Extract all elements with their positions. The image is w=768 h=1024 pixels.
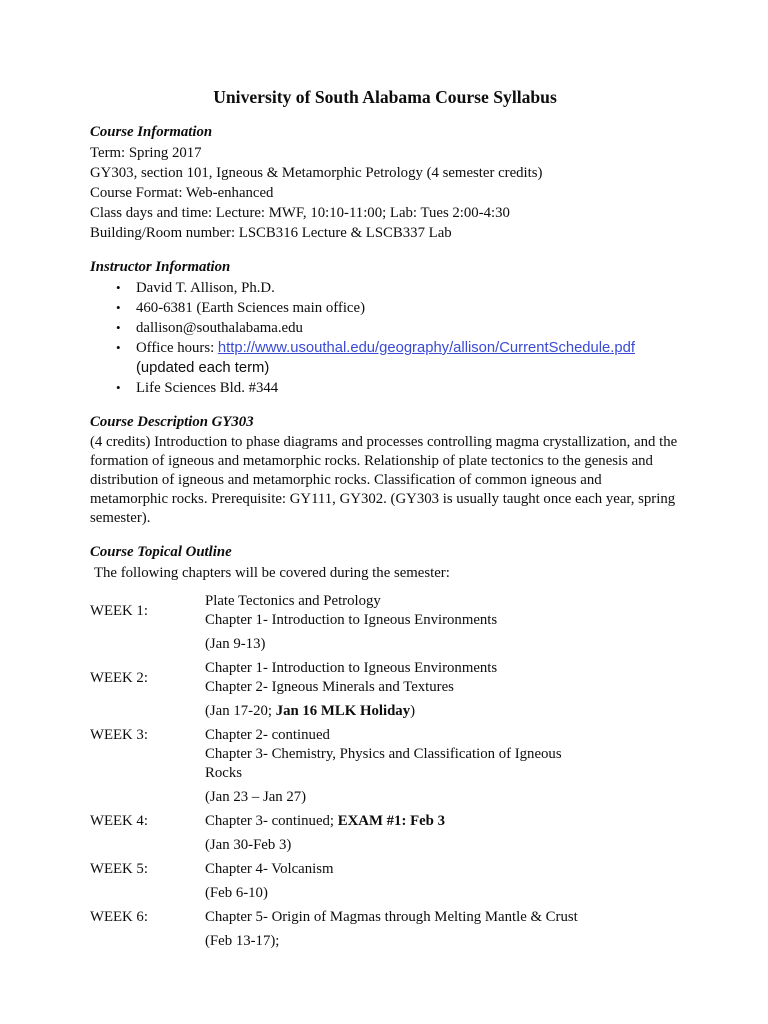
instructor-information-section [90,278,680,398]
week-topics [205,860,585,879]
week-date [205,635,680,654]
instructor-information-heading: Instructor Information [90,259,231,275]
text-segment: Chapter 1- Introduction to Igneous Environments [205,612,498,628]
bullet-text [136,318,680,338]
week-date [205,702,680,721]
text-segment: Office hours: [136,340,218,356]
text-segment: ) [410,703,416,719]
text-segment: Jan 16 MLK Holiday [275,703,411,719]
week-topic-line [205,908,585,927]
week-topics [205,726,585,783]
text-segment: dallison@southalabama.edu [136,320,303,336]
bullet-icon: • [116,380,121,395]
week-date [205,836,680,855]
bullet-text [136,298,680,318]
week-block [90,659,680,721]
week-row [90,860,680,879]
week-label: WEEK 2: [90,669,148,686]
week-topic-line [205,611,585,630]
text-segment: Plate Tectonics and Petrology [205,593,381,609]
week-topic-line [205,860,585,879]
week-label: WEEK 3: [90,727,148,743]
course-outline-intro: The following chapters will be covered during the semester: [94,565,450,581]
week-block [90,908,680,951]
week-topic-line [205,678,585,697]
week-row [90,592,680,630]
text-segment: Life Sciences Bld. #344 [136,380,279,396]
course-information-heading: Course Information [90,124,213,140]
course-info-line: Course Format: Web-enhanced [90,185,274,201]
text-segment: (Jan 23 – Jan 27) [205,789,307,805]
week-label: WEEK 5: [90,861,148,877]
course-description-heading: Course Description GY303 [90,414,254,430]
week-topic-line [205,659,585,678]
text-segment: Chapter 4- Volcanism [205,861,334,877]
text-segment: (Feb 6-10) [205,885,268,901]
course-info-line: GY303, section 101, Igneous & Metamorphic Petrology (4 semester credits) [90,165,543,181]
course-info-line: Building/Room number: LSCB316 Lecture & LSCB337 Lab [90,225,452,241]
week-date [205,788,680,807]
text-segment: 460-6381 (Earth Sciences main office) [136,300,365,316]
bullet-icon: • [116,300,121,315]
bullet-icon: • [116,280,121,295]
week-block [90,860,680,903]
course-info-line: Class days and time: Lecture: MWF, 10:10-11:00; Lab: Tues 2:00-4:30 [90,205,510,221]
week-topics [205,908,585,927]
course-description-body: (4 credits) Introduction to phase diagrams and processes controlling magma crystallization, and the formation of igneous and metamorphic rocks. Relationship of plate tectonics to the genesis and distribution of igneous and metamorphic rocks. Classification of common igneous and metamorphic rocks. Prerequisite: GY111, GY302. (GY303 is usually taught once each year, spring semester). [90,434,678,526]
course-information-section [90,143,680,243]
instructor-bullet-item [90,298,680,318]
course-info-line: Term: Spring 2017 [90,145,202,161]
text-segment: David T. Allison, Ph.D. [136,280,275,296]
week-date [205,884,680,903]
page-title: University of South Alabama Course Syllabus [213,87,557,107]
week-block [90,726,680,807]
week-row [90,812,680,831]
text-segment: Chapter 1- Introduction to Igneous Environments [205,660,498,676]
text-segment: (updated each term) [136,360,270,376]
course-outline-heading: Course Topical Outline [90,544,232,560]
week-row [90,726,680,783]
text-segment: Chapter 2- continued [205,727,330,743]
week-topics [205,592,585,630]
week-topic-line [205,812,585,831]
office-hours-link[interactable]: http://www.usouthal.edu/geography/allison/CurrentSchedule.pdf [217,340,635,356]
text-segment: EXAM #1: Feb 3 [337,813,445,829]
week-topic-line [205,726,585,745]
week-date [205,932,680,951]
bullet-text [136,378,680,398]
instructor-bullet-item [90,318,680,338]
text-segment: Chapter 5- Origin of Magmas through Melting Mantle & Crust [205,909,578,925]
week-label: WEEK 1: [90,602,148,619]
text-segment: (Jan 17-20; [205,703,276,719]
bullet-icon: • [116,340,121,355]
week-label: WEEK 4: [90,813,148,829]
text-segment: (Jan 30-Feb 3) [205,837,292,853]
week-block [90,812,680,855]
week-row [90,659,680,697]
week-topics [205,659,585,697]
text-segment: Chapter 3- Chemistry, Physics and Classification of Igneous Rocks [205,746,562,781]
text-segment: Chapter 3- continued; [205,813,338,829]
week-row [90,908,680,927]
week-block [90,592,680,654]
text-segment: Chapter 2- Igneous Minerals and Textures [205,679,454,695]
instructor-bullet-item [90,378,680,398]
course-outline-weeks [90,592,680,951]
instructor-bullet-item [90,278,680,298]
text-segment: (Jan 9-13) [205,636,266,652]
week-topic-line [205,745,585,783]
week-topics [205,812,585,831]
week-topic-line [205,592,585,611]
bullet-icon: • [116,320,121,335]
text-segment: (Feb 13-17); [205,933,280,949]
week-label: WEEK 6: [90,909,148,925]
instructor-bullet-item [90,338,680,378]
bullet-text [136,338,680,378]
bullet-text [136,278,680,298]
